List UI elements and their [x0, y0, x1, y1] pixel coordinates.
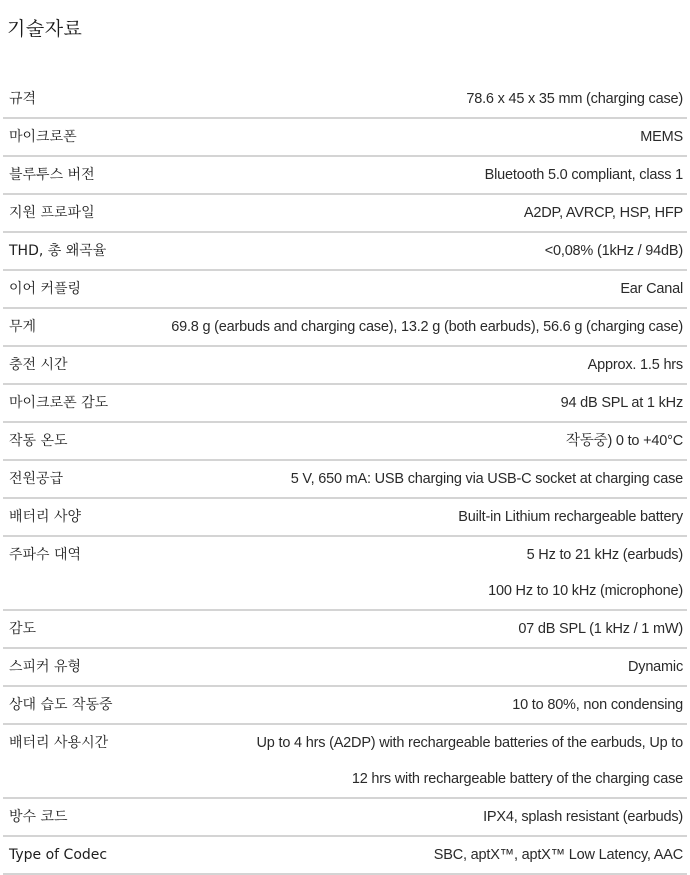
spec-values: [109, 157, 687, 193]
spec-values: [109, 423, 687, 459]
spec-value: 78.6 x 45 x 35 mm (charging case): [466, 91, 683, 107]
spec-value: 94 dB SPL at 1 kHz: [560, 395, 683, 411]
spec-values: [109, 271, 687, 307]
spec-label: 전원공급: [9, 471, 64, 487]
spec-value: SBC, aptX™, aptX™ Low Latency, AAC: [433, 847, 683, 863]
spec-label: 배터리 사용시간: [9, 735, 109, 751]
spec-label: 무게: [9, 319, 37, 335]
spec-row: [3, 309, 687, 347]
spec-label: 주파수 대역: [9, 547, 82, 563]
spec-value: Ear Canal: [620, 281, 683, 297]
spec-value: 69.8 g (earbuds and charging case), 13.2 g (both earbuds), 56.6 g (charging case): [171, 319, 683, 335]
page-title: 기술자료: [7, 18, 83, 40]
spec-values: [109, 347, 687, 383]
spec-value: 5 Hz to 21 kHz (earbuds): [526, 547, 683, 563]
spec-row: [3, 423, 687, 461]
spec-row: [3, 611, 687, 649]
spec-value: A2DP, AVRCP, HSP, HFP: [523, 205, 683, 221]
spec-values: [109, 611, 687, 647]
spec-label: 규격: [9, 91, 37, 107]
spec-row: [3, 725, 687, 799]
spec-label: 스피커 유형: [9, 659, 82, 675]
spec-row: [3, 271, 687, 309]
spec-label: 작동 온도: [9, 433, 68, 449]
spec-values: [109, 195, 687, 231]
spec-label: 방수 코드: [9, 809, 68, 825]
spec-values: [109, 385, 687, 421]
spec-value: <0,08% (1kHz / 94dB): [544, 243, 683, 259]
spec-row: [3, 461, 687, 499]
spec-label: 이어 커플링: [9, 281, 82, 297]
spec-label: 마이크로폰 감도: [9, 395, 109, 411]
spec-label: 지원 프로파일: [9, 205, 95, 221]
spec-value: 100 Hz to 10 kHz (microphone): [488, 583, 683, 599]
spec-values: [109, 649, 687, 685]
spec-row: [3, 537, 687, 611]
spec-row: [3, 119, 687, 157]
spec-row: [3, 649, 687, 687]
spec-value: 작동중) 0 to +40°C: [566, 433, 683, 449]
spec-value: MEMS: [640, 129, 683, 145]
spec-values: [109, 799, 687, 835]
spec-value: Dynamic: [628, 659, 683, 675]
spec-row: [3, 499, 687, 537]
spec-values: [113, 687, 687, 723]
spec-value: Approx. 1.5 hrs: [587, 357, 683, 373]
spec-values: [109, 537, 687, 609]
spec-value: 10 to 80%, non condensing: [512, 697, 683, 713]
spec-value: IPX4, splash resistant (earbuds): [483, 809, 683, 825]
spec-label: 감도: [9, 621, 37, 637]
spec-values: [109, 725, 687, 797]
spec-label: THD, 총 왜곡율: [9, 243, 107, 259]
spec-row: [3, 385, 687, 423]
spec-row: [3, 233, 687, 271]
spec-row: [3, 687, 687, 725]
spec-value: Up to 4 hrs (A2DP) with rechargeable batteries of the earbuds, Up to: [256, 735, 683, 751]
spec-row: [3, 195, 687, 233]
spec-values: [109, 499, 687, 535]
spec-values: [109, 81, 687, 117]
spec-values: [109, 837, 687, 873]
spec-values: [109, 119, 687, 155]
spec-row: [3, 81, 687, 119]
spec-value: Built-in Lithium rechargeable battery: [458, 509, 683, 525]
spec-value: Bluetooth 5.0 compliant, class 1: [484, 167, 683, 183]
spec-values: [109, 309, 687, 345]
spec-row: [3, 799, 687, 837]
spec-value: 07 dB SPL (1 kHz / 1 mW): [518, 621, 683, 637]
spec-label: 마이크로폰: [9, 129, 77, 145]
spec-label: 블루투스 버전: [9, 167, 95, 183]
spec-value: 5 V, 650 mA: USB charging via USB-C socket at charging case: [290, 471, 683, 487]
spec-table: [3, 81, 687, 875]
spec-label: 배터리 사양: [9, 509, 82, 525]
spec-values: [109, 461, 687, 497]
spec-label: 충전 시간: [9, 357, 68, 373]
spec-row: [3, 157, 687, 195]
spec-values: [109, 233, 687, 269]
spec-label: Type of Codec: [9, 847, 108, 863]
spec-value: 12 hrs with rechargeable battery of the charging case: [351, 771, 683, 787]
spec-label: 상대 습도 작동중: [9, 697, 113, 713]
spec-row: [3, 347, 687, 385]
